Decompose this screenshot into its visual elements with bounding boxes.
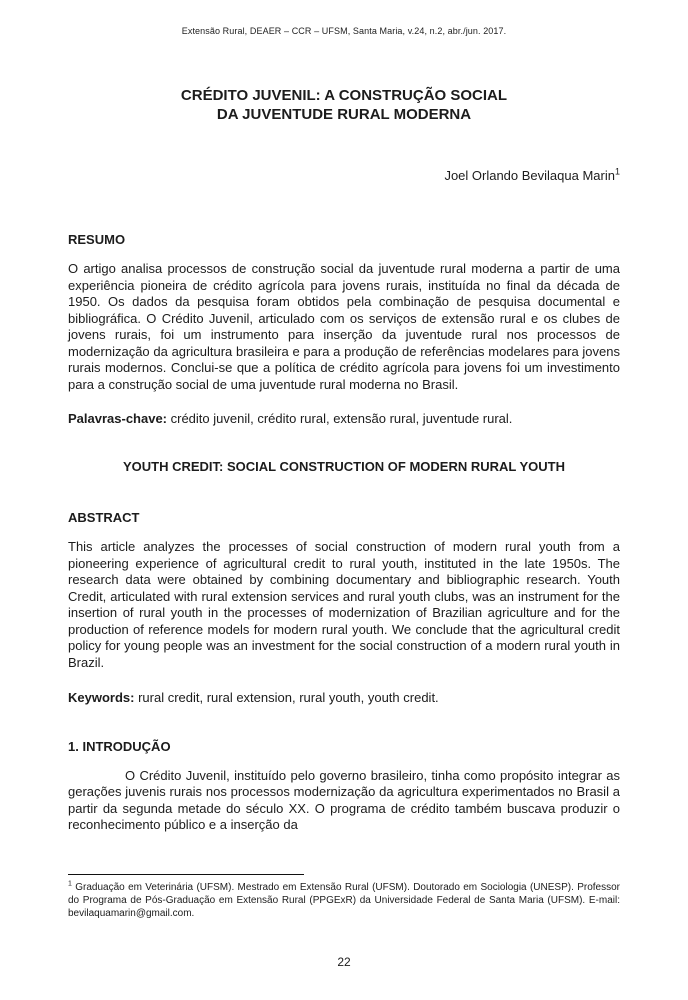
abstract-heading: ABSTRACT (68, 510, 140, 525)
footnote-text: Graduação em Veterinária (UFSM). Mestrado em Extensão Rural (UFSM). Doutorado em Sociologia (UNESP). Professor do Programa de Pós-Graduação em Extensão Rural (PPGExR) da Universidade Federal de Santa Maria (UFSM). E-mail: bevilaquamarin@gmail.com. (68, 882, 620, 919)
title-line-1: CRÉDITO JUVENIL: A CONSTRUÇÃO SOCIAL (180, 87, 508, 104)
article-content (68, 86, 620, 834)
palavras-chave-text: crédito juvenil, crédito rural, extensão rural, juventude rural. (167, 411, 513, 426)
resumo-heading: RESUMO (68, 232, 126, 247)
palavras-chave-label: Palavras-chave: (68, 411, 168, 426)
palavras-chave (68, 411, 620, 428)
author-footnote-ref: 1 (614, 166, 620, 177)
introduction-paragraph: O Crédito Juvenil, instituído pelo governo brasileiro, tinha como propósito integrar as gerações juvenis rurais nos processos modernização da agricultura experimentados no Brasil a partir da segunda metade do século XX. O programa de crédito também buscava produzir o reconhecimento público e a inserção da (68, 767, 620, 832)
footnote-block (68, 874, 620, 930)
footnote (68, 881, 620, 920)
author-byline (68, 168, 620, 184)
footnote-ref: 1 (68, 880, 72, 888)
abstract-paragraph: This article analyzes the processes of social construction of modern rural youth from a pioneering experience of agricultural credit to rural youth, instituted in the late 1950s. The research data were obtained by combining documentary and bibliographic research. Youth Credit, articulated with rural extension services and rural youth clubs, was an instrument for the insertion of rural youth in the processes of modernization of Brazilian agriculture and for the production of reference models for modern rural youth. We conclude that the agricultural credit policy for young people was an investment for the social construction of a modern rural youth in Brazil. (68, 539, 620, 670)
introduction-heading: 1. INTRODUÇÃO (68, 738, 171, 754)
title-line-2: DA JUVENTUDE RURAL MODERNA (216, 106, 472, 123)
page-number: 22 (337, 955, 351, 969)
keywords-label: Keywords: (68, 690, 135, 705)
footnote-separator (68, 874, 304, 875)
resumo-paragraph: O artigo analisa processos de construção social da juventude rural moderna a partir de uma experiência pioneira de crédito agrícola para jovens rurais, instituída no final da década de 1950. Os dados da pesquisa foram obtidos pela combinação de pesquisa documental e bibliográfica. O Crédito Juvenil, articulado com os serviços de extensão rural e os clubes de jovens rurais, foi um instrumento para inserção da juventude rural nos processos de modernização da agricultura brasileira e para a produção de referências modelares para jovens rurais modernos. Conclui-se que a política de crédito agrícola para jovens foi um investimento para a construção social de uma juventude rural moderna no Brasil. (68, 261, 620, 392)
article-title-en: YOUTH CREDIT: SOCIAL CONSTRUCTION OF MODERN RURAL YOUTH (122, 458, 565, 474)
article-title-pt (68, 86, 620, 124)
keywords-text: rural credit, rural extension, rural youth, youth credit. (134, 690, 439, 705)
author-name: Joel Orlando Bevilaqua Marin (444, 168, 615, 183)
keywords (68, 690, 620, 707)
journal-header: Extensão Rural, DEAER – CCR – UFSM, Santa Maria, v.24, n.2, abr./jun. 2017. (181, 26, 507, 36)
